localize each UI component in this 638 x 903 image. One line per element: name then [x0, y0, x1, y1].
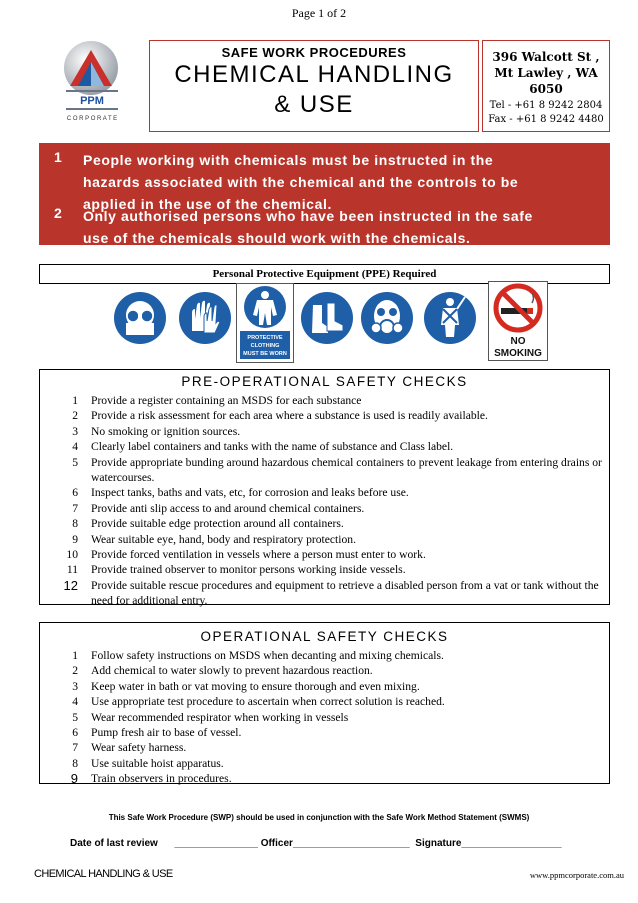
- footer-document-name: CHEMICAL HANDLING & USE: [34, 868, 173, 880]
- check-item-number: 6: [72, 726, 78, 740]
- check-item: [40, 439, 609, 454]
- date-review-field[interactable]: _______________: [174, 838, 258, 849]
- check-item: [40, 725, 609, 740]
- check-item-number: 8: [72, 756, 78, 770]
- ppe-header: Personal Protective Equipment (PPE) Required: [39, 264, 610, 284]
- officer-label: Officer: [260, 838, 293, 849]
- safety-boots-icon: [300, 291, 354, 350]
- safety-harness-icon: [423, 291, 477, 350]
- check-item-number: 5: [72, 455, 78, 469]
- check-item-text: Wear recommended respirator when working in vessels: [91, 710, 349, 724]
- check-item-text: Provide appropriate bunding around hazardous chemical containers to prevent leakage from entering drains or watercourses.: [91, 455, 602, 485]
- check-item-text: Wear suitable eye, hand, body and respiratory protection.: [91, 532, 356, 546]
- operational-title: OPERATIONAL SAFETY CHECKS: [200, 629, 449, 644]
- protective-clothing-sign: [236, 283, 294, 368]
- check-item-text: Provide a risk assessment for each area where a substance is used is readily available.: [91, 409, 488, 423]
- protective-clothing-icon: [236, 283, 294, 363]
- check-item-number: 9: [70, 771, 78, 787]
- check-item-number: 6: [72, 486, 78, 500]
- check-item-text: Inspect tanks, baths and vats, etc, for corrosion and leaks before use.: [91, 486, 409, 500]
- check-item: [40, 663, 609, 678]
- document-title-line2: & USE: [274, 91, 354, 118]
- key-rule-text: applied in the use of the chemical.: [83, 196, 332, 212]
- pre-operational-title: PRE-OPERATIONAL SAFETY CHECKS: [181, 374, 468, 389]
- company-logo: [58, 38, 138, 130]
- contact-box: [482, 40, 610, 132]
- check-item-text: Provide anti slip access to and around chemical containers.: [91, 501, 365, 515]
- clothing-sign-line1: PROTECTIVE: [247, 335, 283, 341]
- check-item-text: Add chemical to water slowly to prevent hazardous reaction.: [91, 664, 373, 678]
- check-item-number: 3: [72, 424, 78, 438]
- check-item-text: Clearly label containers and tanks with the name of substance and Class label.: [91, 440, 454, 454]
- check-item-number: 7: [72, 741, 78, 755]
- signature-label: Signature: [415, 838, 462, 849]
- check-item-number: 5: [72, 710, 78, 724]
- check-item-number: 1: [72, 649, 78, 662]
- gloves-icon: [178, 291, 232, 350]
- check-item: [40, 756, 609, 771]
- check-item-number: 4: [72, 695, 78, 709]
- no-smoking-icon: [488, 281, 548, 361]
- check-item: [40, 408, 609, 423]
- operational-checks: [39, 622, 610, 787]
- check-item-number: 2: [72, 664, 78, 678]
- check-item-text: Provide forced ventilation in vessels where a person must enter to work.: [91, 548, 426, 562]
- key-rule-text: hazards associated with the chemical and the controls to be: [83, 174, 519, 190]
- check-item: [40, 424, 609, 439]
- check-item-text: Follow safety instructions on MSDS when decanting and mixing chemicals.: [91, 649, 444, 662]
- key-rule-text: People working with chemicals must be instructed in the: [83, 152, 494, 168]
- address-line2: Mt Lawley , WA: [494, 66, 598, 80]
- check-item: [40, 532, 609, 547]
- clothing-sign-line2: CLOTHING: [250, 343, 280, 349]
- logo-tagline-text: C O R P O R A T E: [66, 116, 118, 122]
- operational-list: [40, 648, 609, 787]
- address-line3: 6050: [529, 82, 563, 96]
- check-item-text: Use suitable hoist apparatus.: [91, 756, 224, 770]
- document-title-line1: CHEMICAL HANDLING: [174, 61, 454, 88]
- key-rule-text: Only authorised persons who have been instructed in the safe: [83, 208, 533, 224]
- logo-brand-text: PPM: [80, 95, 104, 107]
- check-item-number: 11: [66, 563, 78, 577]
- key-rules-banner: [39, 143, 610, 245]
- check-item: [40, 578, 609, 609]
- footer-website: www.ppmcorporate.com.au: [529, 870, 624, 880]
- address-line1: 396 Walcott St ,: [492, 50, 600, 64]
- check-item: [40, 648, 609, 663]
- check-item-text: Provide trained observer to monitor persons working inside vessels.: [91, 563, 406, 577]
- check-item: [40, 694, 609, 709]
- no-smoking-sign: [488, 281, 548, 366]
- check-item-text: No smoking or ignition sources.: [91, 424, 241, 438]
- check-item-text: Pump fresh air to base of vessel.: [91, 726, 242, 740]
- signature-field[interactable]: __________________: [461, 838, 562, 849]
- check-item-number: 9: [72, 532, 78, 546]
- check-item-number: 8: [72, 517, 78, 531]
- check-item: [40, 516, 609, 531]
- safety-glasses-icon: [113, 291, 167, 350]
- no-smoking-line2: SMOKING: [494, 348, 542, 359]
- check-item: [40, 547, 609, 562]
- check-item-number: 10: [66, 548, 78, 562]
- check-item-number: 3: [72, 679, 78, 693]
- key-rule-text: use of the chemicals should work with the chemicals.: [83, 230, 471, 246]
- check-item-text: Wear safety harness.: [91, 741, 187, 755]
- check-item-text: Use appropriate test procedure to ascertain when correct solution is reached.: [91, 695, 445, 709]
- check-item: [40, 562, 609, 577]
- key-rule-number: 2: [54, 205, 63, 221]
- check-item: [40, 501, 609, 516]
- check-item-number: 12: [63, 577, 78, 593]
- respirator-icon: [360, 291, 414, 350]
- pre-operational-checks: [39, 369, 610, 608]
- check-item: [40, 455, 609, 486]
- check-item-number: 2: [72, 409, 78, 423]
- check-item-text: Provide suitable rescue procedures and equipment to retrieve a disabled person from a vat or tank without the need for additional entry.: [91, 578, 599, 608]
- check-item: [40, 740, 609, 755]
- check-item-text: Provide a register containing an MSDS for each substance: [91, 394, 362, 407]
- check-item: [40, 485, 609, 500]
- key-rule-number: 1: [54, 149, 63, 165]
- document-subtitle: SAFE WORK PROCEDURES: [221, 45, 407, 60]
- check-item: [40, 710, 609, 725]
- date-review-label: Date of last review: [70, 838, 158, 849]
- clothing-sign-line3: MUST BE WORN: [243, 351, 287, 357]
- check-item: [40, 679, 609, 694]
- check-item-text: Provide suitable edge protection around all containers.: [91, 517, 344, 531]
- pre-operational-list: [40, 393, 609, 609]
- fax: Fax - +61 8 9242 4480: [488, 114, 604, 125]
- check-item-number: 7: [72, 501, 78, 515]
- telephone: Tel - +61 8 9242 2804: [489, 100, 603, 111]
- page-number: Page 1 of 2: [291, 6, 347, 20]
- swp-note: This Safe Work Procedure (SWP) should be used in conjunction with the Safe Work Method Statement (SWMS): [108, 813, 530, 822]
- check-item-number: 1: [72, 394, 78, 407]
- check-item-text: Keep water in bath or vat moving to ensure thorough and even mixing.: [91, 679, 420, 693]
- check-item: [40, 771, 609, 786]
- signoff-row: [70, 838, 562, 849]
- check-item-number: 4: [72, 440, 78, 454]
- ppm-logo-icon: [58, 38, 138, 130]
- title-box: [149, 40, 479, 132]
- no-smoking-line1: NO: [510, 336, 526, 347]
- check-item: [40, 393, 609, 408]
- officer-field[interactable]: _____________________: [292, 838, 410, 849]
- check-item-text: Train observers in procedures.: [91, 772, 232, 786]
